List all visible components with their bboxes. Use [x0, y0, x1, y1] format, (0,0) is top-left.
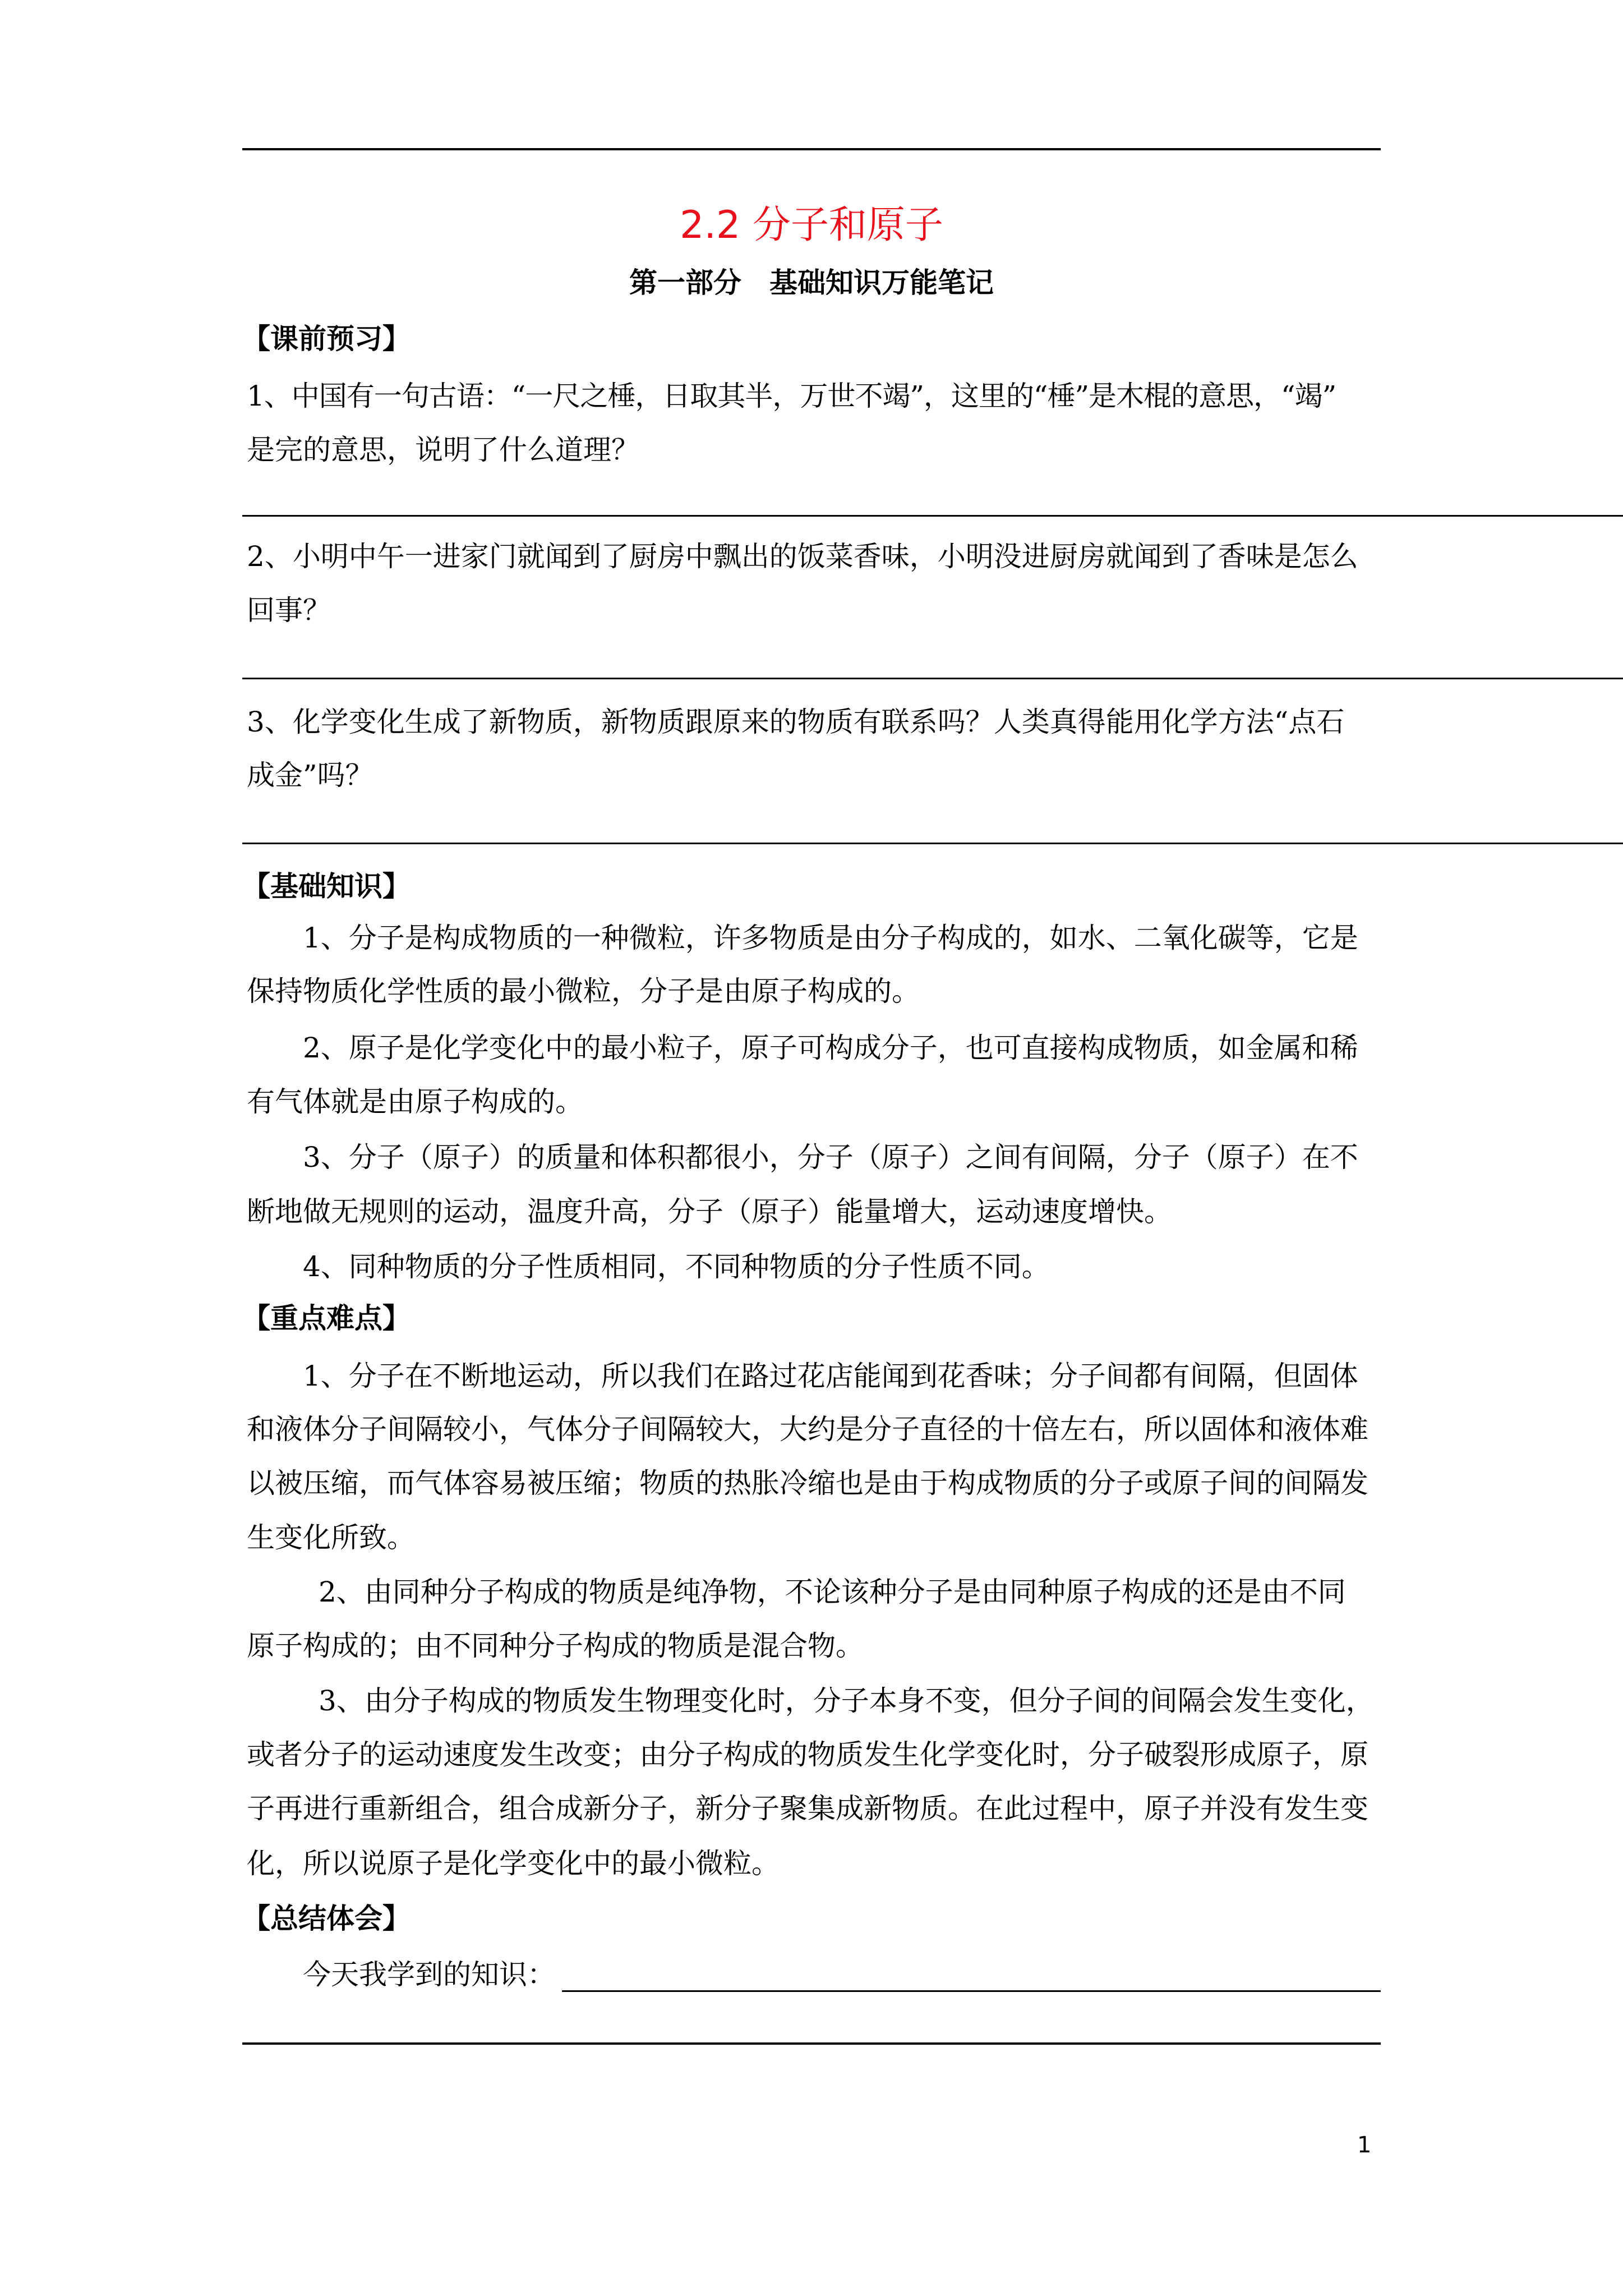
page-title: 2.2 分子和原子 — [680, 203, 943, 247]
page-subtitle: 第一部分 基础知识万能笔记 — [629, 266, 994, 299]
basics-point-1-line-1: 1、分子是构成物质的一种微粒，许多物质是由分子构成的，如水、二氧化碳等，它是 — [303, 922, 1358, 954]
section-heading-summary: 【总结体会】 — [242, 1902, 411, 1935]
basics-point-3-line-1: 3、分子（原子）的质量和体积都很小，分子（原子）之间有间隔，分子（原子）在不 — [303, 1141, 1358, 1174]
answer-line-2 — [242, 678, 1623, 679]
key-point-3-line-3: 子再进行重新组合，组合成新分子，新分子聚集成新物质。在此过程中，原子并没有发生变 — [247, 1792, 1368, 1825]
question-3-line-2: 成金”吗？ — [247, 759, 374, 792]
key-point-2-line-1: 2、由同种分子构成的物质是纯净物，不论该种分子是由同种原子构成的还是由不同 — [319, 1576, 1346, 1608]
answer-line-3 — [242, 843, 1623, 844]
key-point-1-line-2: 和液体分子间隔较小，气体分子间隔较大，大约是分子直径的十倍左右，所以固体和液体难 — [247, 1413, 1368, 1446]
question-2-line-1: 2、小明中午一进家门就闻到了厨房中飘出的饭菜香味，小明没进厨房就闻到了香味是怎么 — [247, 540, 1358, 573]
basics-point-2-line-2: 有气体就是由原子构成的。 — [247, 1085, 583, 1118]
answer-line-1 — [242, 515, 1623, 517]
section-heading-preview: 【课前预习】 — [242, 322, 411, 355]
header-rule — [242, 148, 1381, 150]
basics-point-3-line-2: 断地做无规则的运动，温度升高，分子（原子）能量增大，运动速度增快。 — [247, 1195, 1172, 1228]
key-point-1-line-1: 1、分子在不断地运动，所以我们在路过花店能闻到花香味；分子间都有间隔，但固体 — [303, 1360, 1358, 1392]
section-heading-basics: 【基础知识】 — [242, 869, 411, 903]
basics-point-2-line-1: 2、原子是化学变化中的最小粒子，原子可构成分子，也可直接构成物质，如金属和稀 — [303, 1032, 1358, 1064]
question-3-line-1: 3、化学变化生成了新物质，新物质跟原来的物质有联系吗？人类真得能用化学方法“点石 — [247, 706, 1345, 738]
question-1-line-1: 1、中国有一句古语：“一尺之棰，日取其半，万世不竭”，这里的“棰”是木棍的意思，“竭” — [247, 380, 1336, 412]
summary-prompt: 今天我学到的知识： — [303, 1958, 555, 1991]
basics-point-1-line-2: 保持物质化学性质的最小微粒，分子是由原子构成的。 — [247, 975, 920, 1007]
key-point-1-line-4: 生变化所致。 — [247, 1521, 415, 1554]
key-point-3-line-1: 3、由分子构成的物质发生物理变化时，分子本身不变，但分子间的间隔会发生变化， — [319, 1685, 1374, 1717]
footer-rule — [242, 2042, 1381, 2045]
basics-point-4-line-1: 4、同种物质的分子性质相同，不同种物质的分子性质不同。 — [303, 1250, 1050, 1283]
key-point-1-line-3: 以被压缩，而气体容易被压缩；物质的热胀冷缩也是由于构成物质的分子或原子间的间隔发 — [247, 1467, 1368, 1499]
summary-answer-line — [562, 1990, 1381, 1992]
question-2-line-2: 回事？ — [247, 594, 331, 627]
key-point-3-line-4: 化，所以说原子是化学变化中的最小微粒。 — [247, 1847, 780, 1880]
page-number: 1 — [1357, 2132, 1372, 2158]
question-1-line-2: 是完的意思，说明了什么道理？ — [247, 434, 639, 466]
section-heading-key-points: 【重点难点】 — [242, 1301, 411, 1335]
key-point-3-line-2: 或者分子的运动速度发生改变；由分子构成的物质发生化学变化时，分子破裂形成原子，原 — [247, 1738, 1368, 1771]
key-point-2-line-2: 原子构成的；由不同种分子构成的物质是混合物。 — [247, 1630, 864, 1662]
